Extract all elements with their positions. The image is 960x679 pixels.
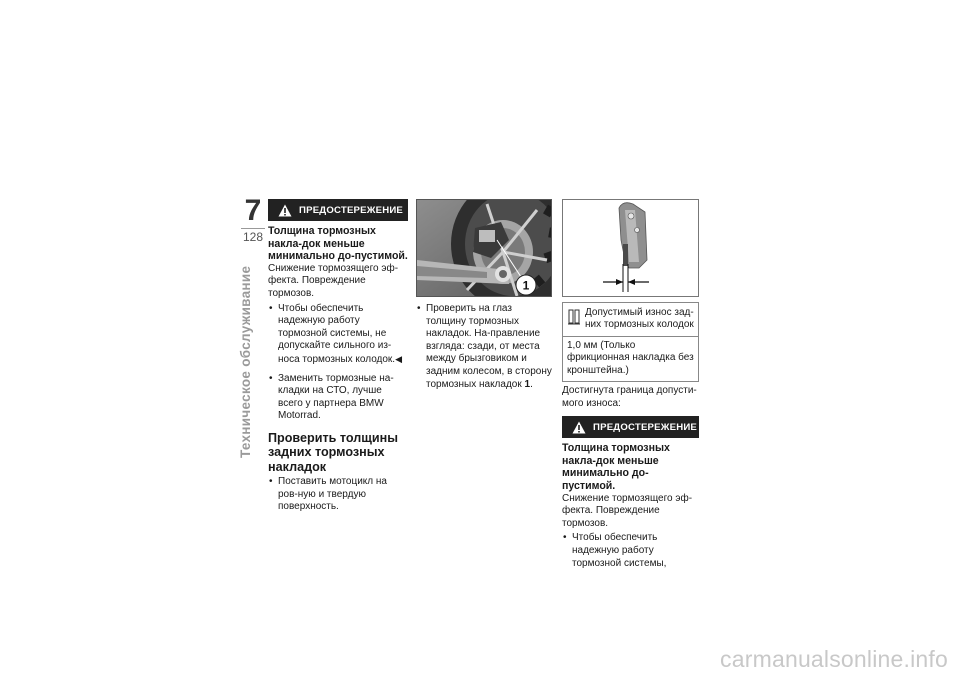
column-1 xyxy=(268,199,408,514)
warning-label: ПРЕДОСТЕРЕЖЕНИЕ xyxy=(299,204,404,216)
spec-value: 1,0 мм (Только фрикционная накладка без кронштейна.) xyxy=(567,339,694,376)
brake-pad-icon xyxy=(567,307,585,332)
spec-box xyxy=(562,302,699,382)
warning-text: Снижение тормозящего эф-фекта. Повреждение тормозов. xyxy=(562,492,693,529)
list-item-tail: . xyxy=(530,378,533,390)
list-item-text: Проверить на глаз толщину тормозных накладок. На-правление взгляда: сзади, от места между брызговиком и задним колесом, в сторону тормозных накладок xyxy=(426,303,552,390)
spec-box-header xyxy=(563,303,698,337)
column-3 xyxy=(562,199,699,570)
warning-text: Снижение тормозящего эф-фекта. Повреждение тормозов. xyxy=(268,262,399,299)
list-item: • Поставить мотоцикл на ров-ную и твердую поверхность. xyxy=(268,476,408,514)
side-strip xyxy=(238,196,268,476)
callout-reference: 1 xyxy=(524,378,531,390)
warning-header xyxy=(562,416,699,438)
section-title: Техническое обслуживание xyxy=(238,265,253,458)
rear-wheel-brake-illustration xyxy=(417,200,552,297)
list-item xyxy=(268,303,408,367)
warning-title: Толщина тормозных накла-док меньше минимально до-пустимой. xyxy=(562,442,670,492)
section-heading: Проверить толщины задних тормозных накладок xyxy=(268,430,398,474)
warning-triangle-icon xyxy=(572,421,586,434)
paragraph: Достигнута граница допусти-мого износа: xyxy=(562,385,697,409)
column-2 xyxy=(416,199,552,391)
list-item: • Заменить тормозные на-кладки на СТО, лучше всего у партнера BMW Motorrad. xyxy=(268,373,408,423)
warning-label: ПРЕДОСТЕРЕЖЕНИЕ xyxy=(593,421,698,433)
chapter-number: 7 xyxy=(244,194,262,227)
warning-triangle-icon xyxy=(278,204,292,217)
warning-title: Толщина тормозных накла-док меньше минимально до-пустимой. xyxy=(268,225,408,263)
brake-pad-figure xyxy=(562,199,699,297)
spec-label: Допустимый износ зад-них тормозных колодок xyxy=(585,307,694,331)
page-number-rule xyxy=(241,228,265,229)
warning-header xyxy=(268,199,408,221)
brake-photo xyxy=(416,199,552,297)
list-item xyxy=(416,303,552,391)
list-item-text: Чтобы обеспечить надежную работу тормозной системы, не допускайте сильного из-носа тормозных колодок. xyxy=(278,302,396,365)
list-item: • Чтобы обеспечить надежную работу тормозной системы, xyxy=(562,532,699,570)
thickness-arrows-icon xyxy=(563,200,700,298)
watermark: carmanualsonline.info xyxy=(720,646,948,672)
callout-number: 1 xyxy=(522,278,530,293)
page-number: 128 xyxy=(242,230,264,244)
end-mark: ◀ xyxy=(395,353,403,364)
